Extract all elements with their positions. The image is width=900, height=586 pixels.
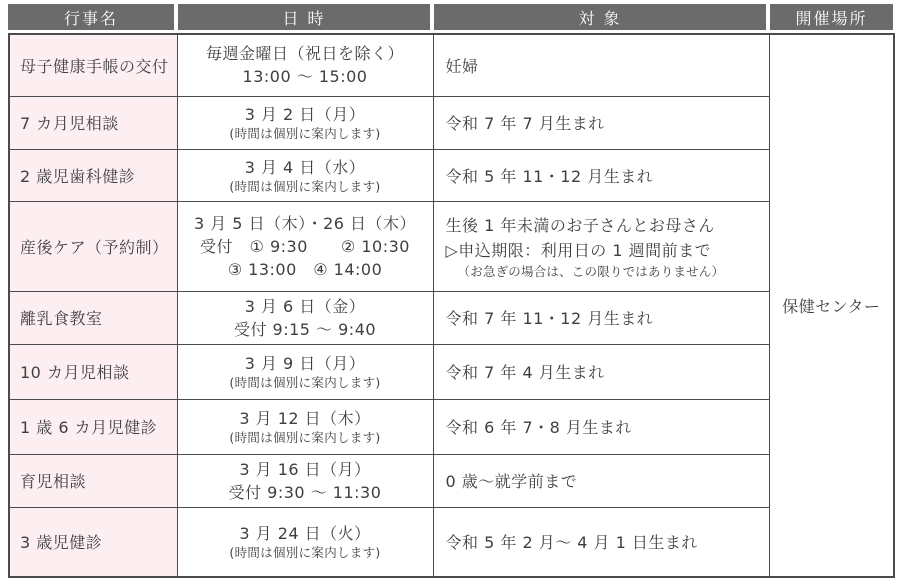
target-note: （お急ぎの場合は、この限りではありません） bbox=[457, 263, 725, 279]
table-row bbox=[9, 149, 894, 201]
datetime-cell bbox=[177, 201, 433, 291]
time-text: 13:00 ～ 15:00 bbox=[242, 67, 368, 87]
target-cell: 妊婦 bbox=[433, 34, 769, 96]
date-note: (時間は個別に案内します) bbox=[229, 375, 381, 390]
target-cell: 令和 5 年 11・12 月生まれ bbox=[433, 149, 769, 201]
reception-times-line2: ③ 13:00 ④ 14:00 bbox=[227, 259, 383, 279]
target-cell: 0 歳～就学前まで bbox=[433, 454, 769, 507]
header-event-name: 行事名 bbox=[8, 4, 176, 30]
table-row bbox=[9, 454, 894, 507]
date-text: 毎週金曜日（祝日を除く） bbox=[205, 44, 404, 64]
event-name-cell: 離乳食教室 bbox=[9, 291, 177, 344]
table-row bbox=[9, 34, 894, 96]
table-row bbox=[9, 96, 894, 149]
date-text: 3 月 12 日（木） bbox=[239, 409, 371, 428]
datetime-cell bbox=[177, 507, 433, 577]
date-note: (時間は個別に案内します) bbox=[229, 178, 381, 194]
table-row bbox=[9, 507, 894, 577]
table-row bbox=[9, 344, 894, 399]
datetime-cell bbox=[177, 454, 433, 507]
date-note: (時間は個別に案内します) bbox=[229, 126, 381, 141]
date-text: 3 月 2 日（月） bbox=[244, 105, 366, 124]
event-name-cell: 7 カ月児相談 bbox=[9, 96, 177, 149]
date-text: 3 月 16 日（月） bbox=[239, 459, 371, 479]
datetime-cell bbox=[177, 149, 433, 201]
venue-cell: 保健センター bbox=[769, 34, 894, 577]
target-cell: 令和 7 年 4 月生まれ bbox=[433, 344, 769, 399]
header-datetime: 日 時 bbox=[176, 4, 432, 30]
reception-time-text: 受付 9:30 ～ 11:30 bbox=[228, 482, 382, 502]
event-name-cell: 10 カ月児相談 bbox=[9, 344, 177, 399]
date-text: 3 月 9 日（月） bbox=[244, 354, 366, 373]
target-cell: 令和 6 年 7・8 月生まれ bbox=[433, 399, 769, 454]
event-name-cell: 母子健康手帳の交付 bbox=[9, 34, 177, 96]
target-cell: 令和 7 年 11・12 月生まれ bbox=[433, 291, 769, 344]
table-row bbox=[9, 399, 894, 454]
event-name-cell: 育児相談 bbox=[9, 454, 177, 507]
target-cell: 令和 5 年 2 月～ 4 月 1 日生まれ bbox=[433, 507, 769, 577]
reception-times-line1: 受付 ① 9:30 ② 10:30 bbox=[200, 236, 410, 256]
date-note: (時間は個別に案内します) bbox=[229, 430, 381, 445]
header-venue: 開催場所 bbox=[768, 4, 893, 30]
target-cell bbox=[433, 201, 769, 291]
datetime-cell bbox=[177, 291, 433, 344]
target-text: 生後 1 年未満のお子さんとお母さん bbox=[445, 215, 715, 235]
datetime-cell bbox=[177, 34, 433, 96]
table-header-row bbox=[8, 4, 893, 30]
header-target: 対 象 bbox=[432, 4, 768, 30]
schedule-body-table bbox=[8, 33, 895, 578]
date-note: (時間は個別に案内します) bbox=[229, 545, 381, 561]
event-name-cell: 3 歳児健診 bbox=[9, 507, 177, 577]
datetime-cell bbox=[177, 399, 433, 454]
table-row bbox=[9, 201, 894, 291]
event-name-cell: 産後ケア（予約制） bbox=[9, 201, 177, 291]
event-name-cell: 1 歳 6 カ月児健診 bbox=[9, 399, 177, 454]
date-text: 3 月 24 日（火） bbox=[239, 524, 371, 544]
event-name-cell: 2 歳児歯科健診 bbox=[9, 149, 177, 201]
date-text: 3 月 6 日（金） bbox=[244, 296, 366, 316]
table-row bbox=[9, 291, 894, 344]
events-schedule-table bbox=[8, 4, 893, 578]
application-deadline-text: ▷申込期限：利用日の 1 週間前まで bbox=[445, 240, 712, 260]
datetime-cell bbox=[177, 344, 433, 399]
date-text: 3 月 4 日（水） bbox=[244, 157, 366, 177]
date-text: 3 月 5 日（木）・26 日（木） bbox=[193, 213, 417, 233]
target-cell: 令和 7 年 7 月生まれ bbox=[433, 96, 769, 149]
reception-time-text: 受付 9:15 ～ 9:40 bbox=[233, 319, 377, 339]
datetime-cell bbox=[177, 96, 433, 149]
